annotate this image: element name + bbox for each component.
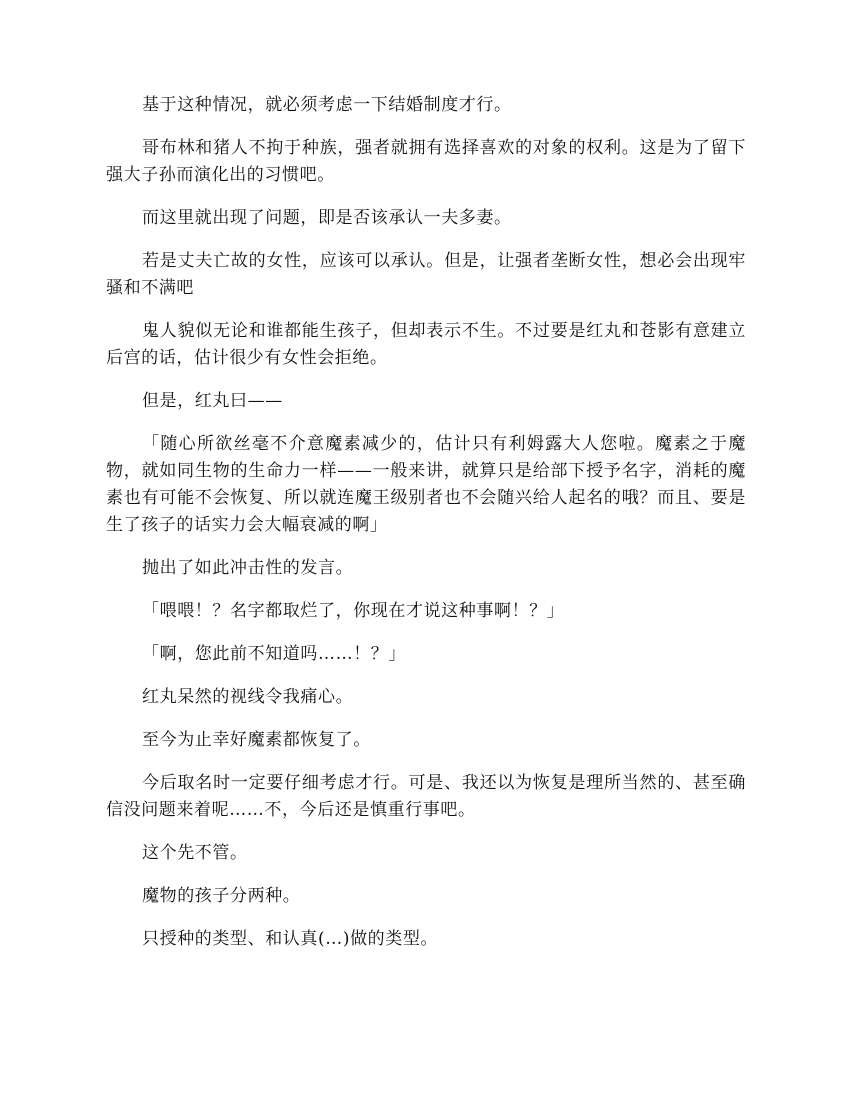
paragraph: 至今为止幸好魔素都恢复了。 [142, 730, 371, 750]
document-body [106, 92, 746, 969]
paragraph: 「随心所欲丝毫不介意魔素减少的，估计只有利姆露大人您啦。魔素之于魔物，就如同生物的生命力一样——一般来讲，就算只是给部下授予名字，消耗的魔素也有可能不会恢复、所以就连魔王级别者也不会随兴给人起名的哦？而且、要是生了孩子的话实力会大幅衰减的啊」 [106, 434, 746, 535]
paragraph: 但是，红丸曰—— [142, 391, 283, 411]
paragraph: 这个先不管。 [142, 843, 248, 863]
paragraph: 魔物的孩子分两种。 [142, 886, 301, 906]
paragraph: 抛出了如此冲击性的发言。 [142, 558, 354, 578]
paragraph: 若是丈夫亡故的女性，应该可以承认。但是，让强者垄断女性，想必会出现牢骚和不满吧 [106, 251, 746, 298]
paragraph: 红丸呆然的视线令我痛心。 [142, 687, 354, 707]
paragraph: 哥布林和猪人不拘于种族，强者就拥有选择喜欢的对象的权利。这是为了留下强大子孙而演化出的习惯吧。 [106, 138, 746, 185]
paragraph: 鬼人貌似无论和谁都能生孩子，但却表示不生。不过要是红丸和苍影有意建立后宫的话，估计很少有女性会拒绝。 [106, 321, 746, 368]
paragraph: 「喂喂！？名字都取烂了，你现在才说这种事啊！？」 [142, 601, 565, 621]
paragraph: 只授种的类型、和认真(…)做的类型。 [142, 929, 439, 949]
paragraph: 「啊，您此前不知道吗……！？」 [142, 644, 406, 664]
paragraph: 今后取名时一定要仔细考虑才行。可是、我还以为恢复是理所当然的、甚至确信没问题来着呢……不，今后还是慎重行事吧。 [106, 773, 746, 820]
paragraph: 而这里就出现了问题，即是否该承认一夫多妻。 [142, 208, 512, 228]
paragraph: 基于这种情况，就必须考虑一下结婚制度才行。 [142, 95, 512, 115]
